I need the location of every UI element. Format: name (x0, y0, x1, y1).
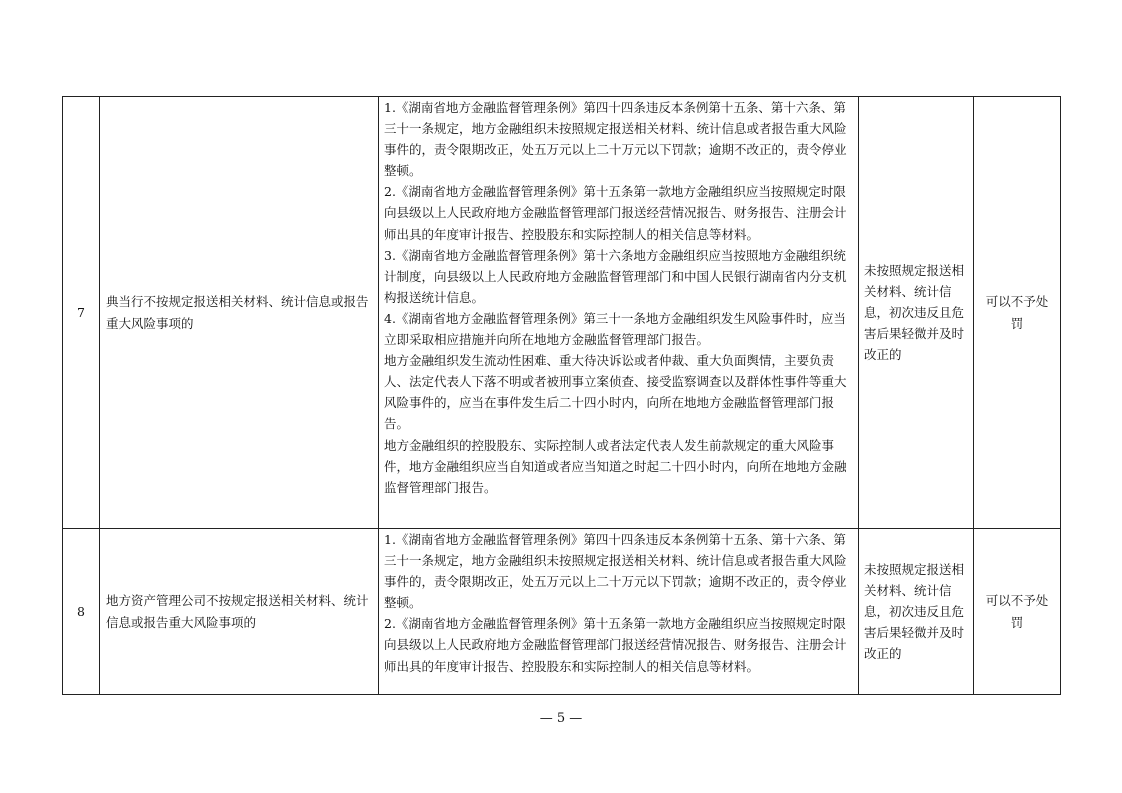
applicable-condition: 未按照规定报送相关材料、统计信息，初次违反且危害后果轻微并及时改正的 (859, 529, 974, 695)
row-number: 7 (63, 97, 100, 529)
table-row (63, 529, 1061, 695)
table-row (63, 97, 1061, 529)
handling-result: 可以不予处罚 (974, 529, 1061, 695)
row-number: 8 (63, 529, 100, 695)
violation-item: 典当行不按规定报送相关材料、统计信息或报告重大风险事项的 (100, 97, 379, 529)
page-number: — 5 — (539, 711, 583, 726)
basis-paragraph: 2.《湖南省地方金融监督管理条例》第十五条第一款地方金融组织应当按照规定时限向县级以上人民政府地方金融监督管理部门报送经营情况报告、财务报告、注册会计师出具的年度审计报告、控股股东和实际控制人的相关信息等材料。 (384, 184, 847, 242)
basis-paragraph: 2.《湖南省地方金融监督管理条例》第十五条第一款地方金融组织应当按照规定时限向县级以上人民政府地方金融监督管理部门报送经营情况报告、财务报告、注册会计师出具的年度审计报告、控股股东和实际控制人的相关信息等材料。 (384, 616, 847, 674)
basis-paragraph: 地方金融组织发生流动性困难、重大待决诉讼或者仲裁、重大负面舆情，主要负责人、法定代表人下落不明或者被刑事立案侦查、接受监察调查以及群体性事件等重大风险事件的，应当在事件发生后二十四小时内，向所在地地方金融监督管理部门报告。 (384, 353, 847, 432)
basis-paragraph: 4.《湖南省地方金融监督管理条例》第三十一条地方金融组织发生风险事件时，应当立即采取相应措施并向所在地地方金融监督管理部门报告。 (384, 310, 846, 348)
basis-paragraph: 1.《湖南省地方金融监督管理条例》第四十四条违反本条例第十五条、第十六条、第三十一条规定，地方金融组织未按照规定报送相关材料、统计信息或者报告重大风险事件的，责令限期改正，处五万元以上二十万元以下罚款；逾期不改正的，责令停业整顿。 (384, 100, 847, 179)
applicable-condition: 未按照规定报送相关材料、统计信息，初次违反且危害后果轻微并及时改正的 (859, 97, 974, 529)
basis-paragraph: 1.《湖南省地方金融监督管理条例》第四十四条违反本条例第十五条、第十六条、第三十一条规定，地方金融组织未按照规定报送相关材料、统计信息或者报告重大风险事件的，责令限期改正，处五万元以上二十万元以下罚款；逾期不改正的，责令停业整顿。 (384, 532, 847, 611)
handling-result: 可以不予处罚 (974, 97, 1061, 529)
legal-basis (379, 529, 859, 695)
violation-item: 地方资产管理公司不按规定报送相关材料、统计信息或报告重大风险事项的 (100, 529, 379, 695)
basis-paragraph: 3.《湖南省地方金融监督管理条例》第十六条地方金融组织应当按照地方金融组织统计制度，向县级以上人民政府地方金融监督管理部门和中国人民银行湖南省内分支机构报送统计信息。 (384, 247, 847, 305)
legal-basis (379, 97, 859, 529)
basis-paragraph: 地方金融组织的控股股东、实际控制人或者法定代表人发生前款规定的重大风险事件，地方金融组织应当自知道或者应当知道之时起二十四小时内，向所在地地方金融监督管理部门报告。 (384, 437, 847, 495)
penalty-exemption-table (62, 96, 1061, 695)
